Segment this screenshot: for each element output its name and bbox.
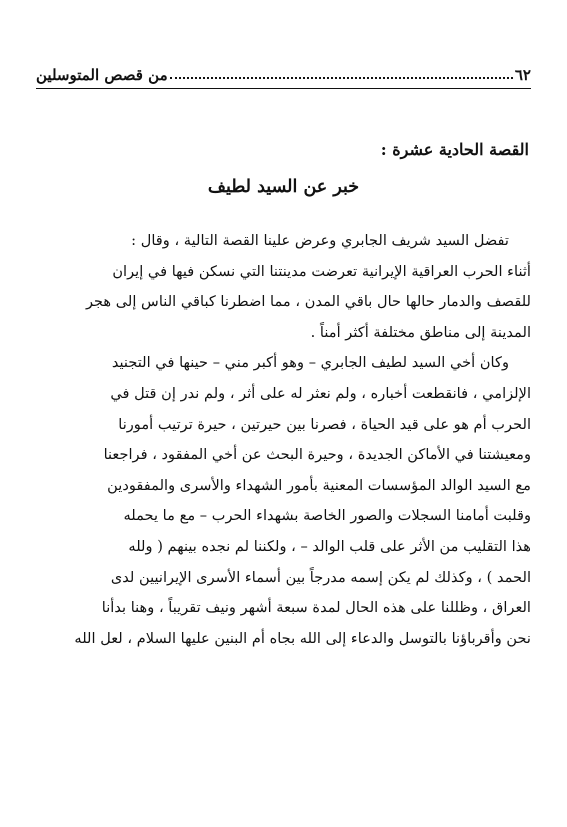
- paragraph-line: للقصف والدمار حالها حال باقي المدن ، مما اضطرنا كباقي الناس إلى هجر: [85, 293, 531, 311]
- paragraph-line: الإلزامي ، فانقطعت أخباره ، ولم نعثر له على أثر ، ولم ندر إن قتل في: [110, 384, 531, 402]
- paragraph-line: المدينة إلى مناطق مختلفة أكثر أمناً .: [310, 323, 531, 341]
- running-header: [36, 62, 531, 84]
- page-number: ٦٢: [514, 66, 531, 84]
- story-title: خبر عن السيد لطيف: [207, 177, 360, 197]
- paragraph-line: أثناء الحرب العراقية الإيرانية تعرضت مدينتنا التي نسكن فيها في إيران: [112, 262, 531, 280]
- paragraph-line: نحن وأقرباؤنا بالتوسل والدعاء إلى الله بجاه أم البنين عليها السلام ، لعل الله: [74, 629, 531, 647]
- paragraph-line: مع السيد الوالد المؤسسات المعنية بأمور الشهداء والأسرى والمفقودين: [107, 476, 531, 494]
- header-dot-leader: [170, 76, 513, 79]
- paragraph-line: الحرب أم هو على قيد الحياة ، فصرنا بين حيرتين ، حيرة ترتيب أمورنا: [118, 415, 531, 433]
- header-divider: [36, 88, 531, 89]
- paragraph-line: ومعيشتنا في الأماكن الجديدة ، وحيرة البحث عن أخي المفقود ، فراجعنا: [103, 446, 531, 464]
- paragraph-line: وقلبت أمامنا السجلات والصور الخاصة بشهداء الحرب – مع ما يحمله: [123, 507, 531, 525]
- paragraph-line: وكان أخي السيد لطيف الجابري – وهو أكبر مني – حينها في التجنيد: [111, 354, 509, 372]
- body-text: [36, 226, 531, 654]
- paragraph-line: تفضل السيد شريف الجابري وعرض علينا القصة التالية ، وقال :: [131, 232, 509, 249]
- story-label: القصة الحادية عشرة :: [380, 140, 529, 159]
- book-title: من قصص المتوسلين: [36, 66, 168, 84]
- paragraph-line: الحمد ) ، وكذلك لم يكن إسمه مدرجاً بين أسماء الأسرى الإيرانيين لدى: [110, 568, 531, 586]
- paragraph-line: العراق ، وظللنا على هذه الحال لمدة سبعة أشهر ونيف تقريباً ، وهنا بدأنا: [101, 599, 531, 617]
- paragraph-line: هذا التقليب من الأثر على قلب الوالد – ، ولكننا لم نجده بينهم ( ولله: [128, 537, 531, 555]
